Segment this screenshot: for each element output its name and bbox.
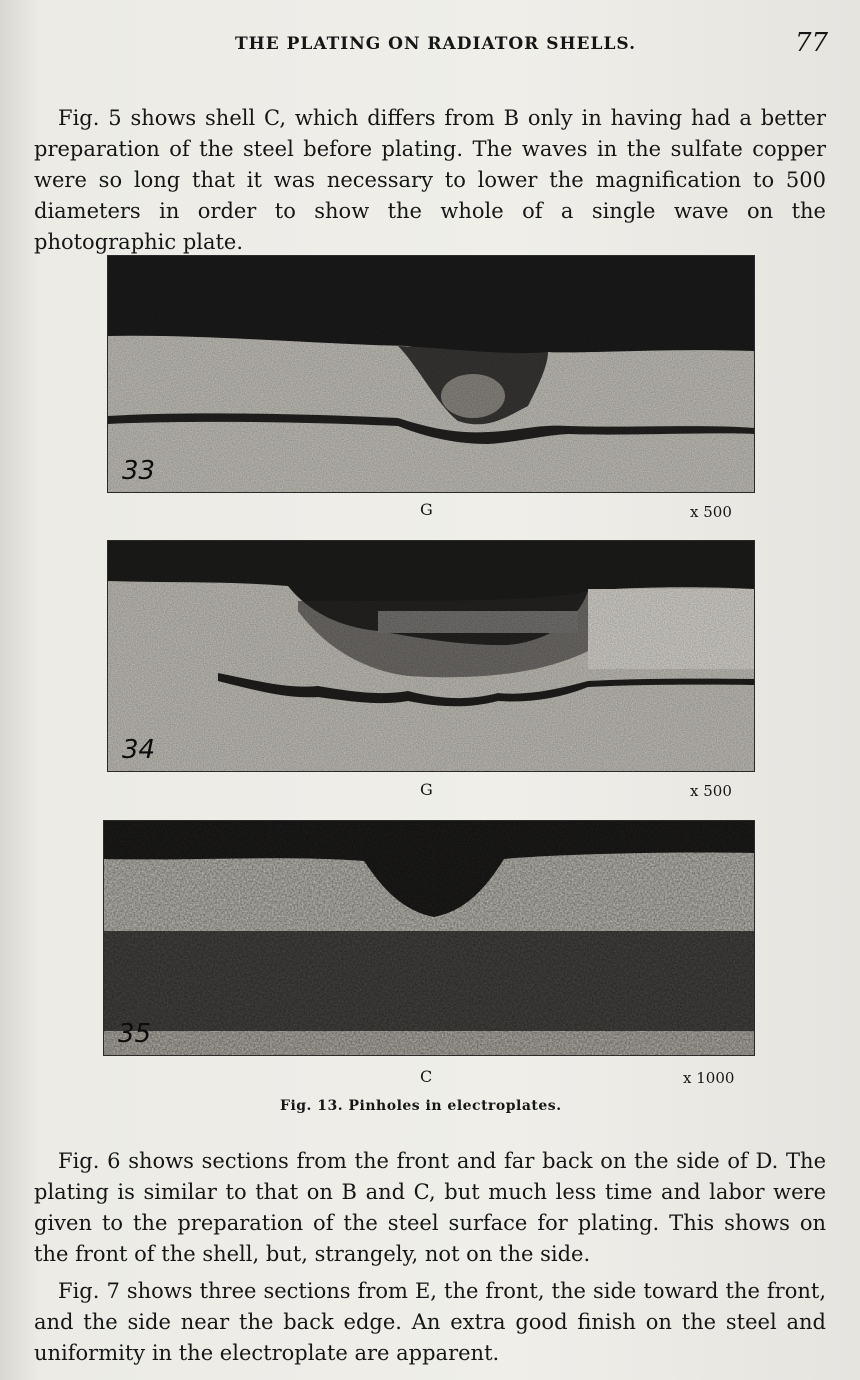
micrograph-34-image [108, 541, 754, 771]
page-number: 77 [795, 28, 829, 58]
micrograph-33 [107, 255, 755, 493]
page-header [0, 30, 860, 64]
micrograph-33-image [108, 256, 754, 492]
paragraph-fig6: Fig. 6 shows sections from the front and far back on the side of D. The plating is similar to that on B and C, but much less time and labor were given to the preparation of the steel surface for plating. This shows on the front of the shell, but, strangely, not on the side. [34, 1149, 826, 1266]
figure-33-magnification: x 500 [690, 503, 732, 521]
micrograph-34 [107, 540, 755, 772]
figure-34-magnification: x 500 [690, 782, 732, 800]
micrograph-35-image [104, 821, 754, 1055]
micrograph-35 [103, 820, 755, 1056]
figure-number-35: 35 [118, 1019, 152, 1049]
figure-34-label: G [420, 780, 433, 799]
figure-caption: Fig. 13. Pinholes in electroplates. [280, 1098, 562, 1114]
running-head: THE PLATING ON RADIATOR SHELLS. [235, 34, 636, 54]
figure-number-33: 33 [122, 456, 156, 486]
figure-35-magnification: x 1000 [683, 1069, 735, 1087]
figure-33-label: G [420, 500, 433, 519]
paragraph-fig5: Fig. 5 shows shell C, which differs from B only in having had a better preparation of the steel before plating. The waves in the sulfate copper were so long that it was necessary to lower the magnification to 500 diameters in order to show the whole of a single wave on the photographic plate. [34, 106, 826, 254]
figure-35-label: C [420, 1067, 433, 1086]
paragraph-fig7: Fig. 7 shows three sections from E, the front, the side toward the front, and the side near the back edge. An extra good finish on the steel and uniformity in the electroplate are apparent. [34, 1279, 826, 1365]
figure-number-34: 34 [122, 735, 156, 765]
